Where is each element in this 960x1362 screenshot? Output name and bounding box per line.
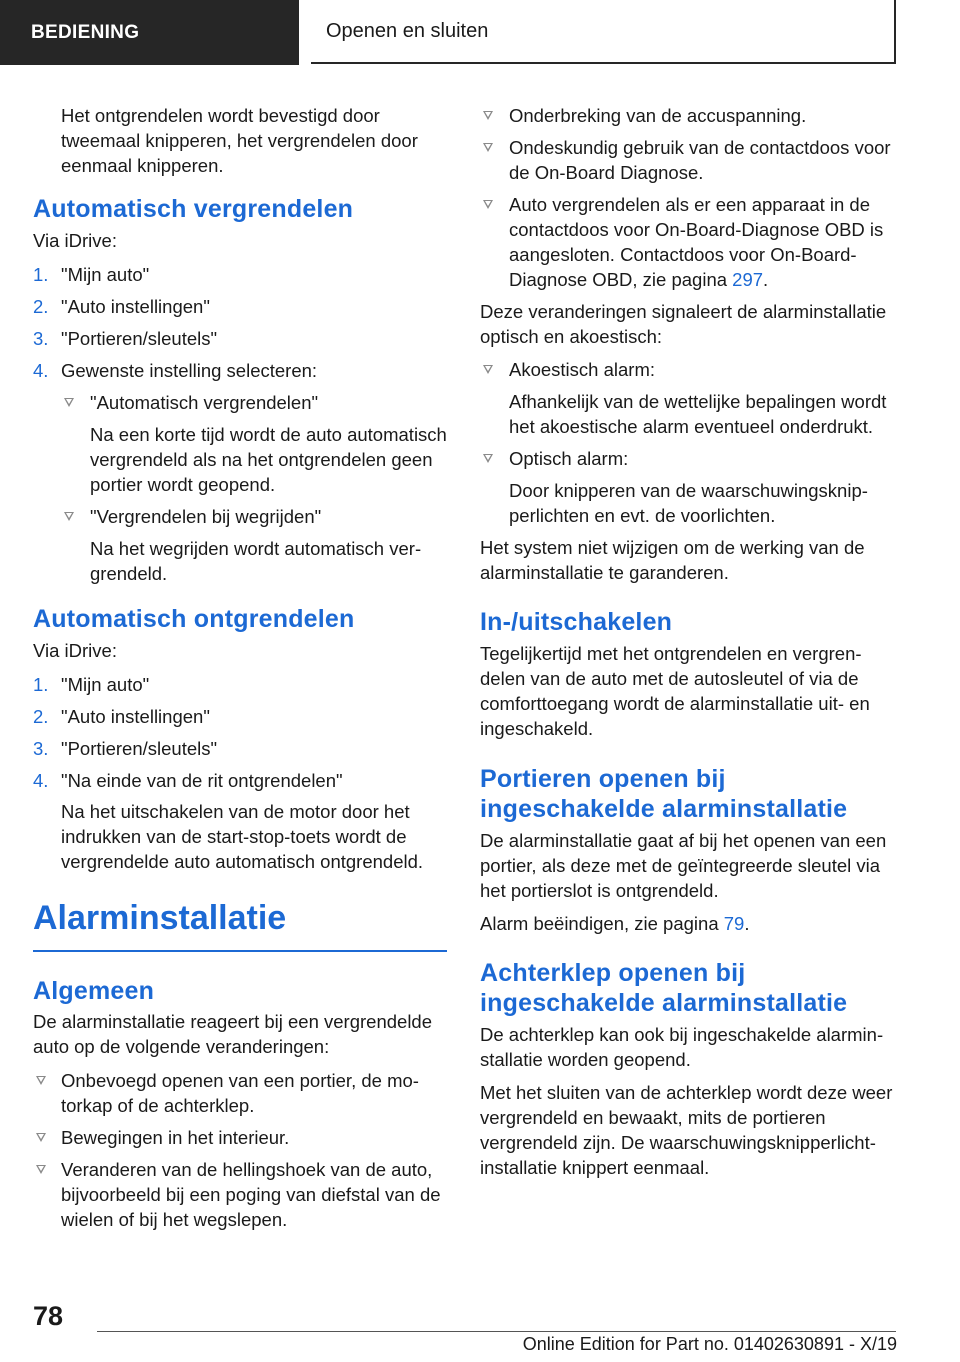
page-number: 78: [33, 1301, 64, 1331]
triangle-bullet-icon: [36, 1076, 46, 1085]
period: .: [744, 913, 750, 934]
list-item: [33, 262, 447, 287]
step-text: "Portieren/sleutels": [61, 738, 218, 759]
step-number: 4.: [33, 360, 49, 381]
step-number: 4.: [33, 770, 49, 791]
auto-lock-heading: Automatisch vergrendelen: [33, 195, 354, 223]
auto-lock-options: [61, 390, 447, 586]
step-number: 1.: [33, 264, 49, 285]
list-item: [33, 768, 447, 874]
triangle-bullet-icon: [483, 365, 493, 374]
list-item: [33, 672, 447, 697]
item-text: Onderbreking van de accuspanning.: [509, 105, 807, 126]
list-item: [33, 294, 447, 319]
alarm-heading: Alarminstallatie: [33, 899, 287, 937]
doors-end-alarm: [480, 911, 900, 936]
general-heading: Algemeen: [33, 977, 155, 1005]
alarm-heading-block: [33, 898, 447, 952]
option-description: Na een korte tijd wordt de auto automatisch vergrendeld als na het ontgrendelen geen portier wordt geopend.: [90, 424, 447, 495]
auto-unlock-via: Via iDrive:: [33, 640, 117, 661]
list-item: [480, 192, 900, 292]
step-number: 3.: [33, 738, 49, 759]
list-item: [33, 704, 447, 729]
option-label: "Vergrendelen bij wegrijden": [90, 506, 322, 527]
auto-unlock-steps: [33, 672, 447, 874]
step-text: "Mijn auto": [61, 674, 150, 695]
system-text: Het system niet wijzigen om de werking van de alarminstallatie te garanderen.: [480, 537, 865, 583]
tailgate-heading: Achterklep openen bij ingeschakelde alarminstallatie: [480, 959, 848, 1017]
tailgate-text-1: De achterklep kan ook bij ingeschakelde alarminstallatie worden geopend.: [480, 1024, 884, 1070]
list-item: [33, 326, 447, 351]
option-label: "Automatisch vergrendelen": [90, 392, 319, 413]
list-item: [480, 446, 900, 528]
step-text: "Auto instellingen": [61, 706, 210, 727]
item-text: Bewegingen in het interieur.: [61, 1127, 290, 1148]
alarm-label: Optisch alarm:: [509, 448, 629, 469]
doors-heading: Portieren openen bij ingeschakelde alarminstallatie: [480, 765, 848, 823]
auto-lock-via: Via iDrive:: [33, 230, 117, 251]
on-off-text: Tegelijkertijd met het ontgrendelen en vergrendelen van de auto met de autosleutel of via de comforttoegang wordt de alarminstallatie uit- en ingeschakeld.: [480, 643, 870, 739]
step-number: 2.: [33, 296, 49, 317]
step-text: "Auto instellingen": [61, 296, 210, 317]
step-number: 2.: [33, 706, 49, 727]
step-description: Na het uitschakelen van de motor door het indrukken van de start-stop-toets wordt de vergrendelde auto automatisch ontgrendeld.: [61, 801, 424, 872]
end-alarm-text: Alarm beëindigen, zie pagina: [480, 913, 724, 934]
tailgate-text-2: Met het sluiten van de achterklep wordt deze weer vergrendeld en bewaakt, mits de portieren vergrendeld zijn. De waarschuwingsknipperlichtinstallatie knippert eenmaal.: [480, 1082, 893, 1178]
list-item: [33, 1157, 447, 1232]
header-section-label: BEDIENING: [0, 0, 299, 65]
footer-edition: Online Edition for Part no. 01402630891 - X/19: [522, 1334, 897, 1354]
triangle-bullet-icon: [483, 200, 493, 209]
option-description: Na het wegrijden wordt automatisch vergrendeld.: [90, 538, 422, 584]
triangle-bullet-icon: [483, 111, 493, 120]
list-item: [61, 504, 447, 586]
triangle-bullet-icon: [483, 143, 493, 152]
step-number: 1.: [33, 674, 49, 695]
alarm-description: Afhankelijk van de wettelijke bepalingen wordt het akoestische alarm eventueel onderdrukt.: [509, 391, 887, 437]
left-column: [33, 103, 447, 1239]
triangle-bullet-icon: [36, 1133, 46, 1142]
list-item: [33, 1125, 447, 1150]
intro-text: Het ontgrendelen wordt bevestigd door tweemaal knipperen, het vergrendelen door eenmaal knipperen.: [61, 105, 418, 176]
step-text: "Na einde van de rit ontgrendelen": [61, 770, 343, 791]
step-text: "Mijn auto": [61, 264, 150, 285]
list-item: [33, 358, 447, 586]
step-number: 3.: [33, 328, 49, 349]
auto-lock-steps: [33, 262, 447, 586]
doors-text: De alarminstallatie gaat af bij het openen van een portier, als deze met de geïntegreerde sleutel via het portierslot is ontgrendeld.: [480, 830, 887, 901]
triangle-bullet-icon: [64, 512, 74, 521]
signal-text: Deze veranderingen signaleert de alarminstallatie optisch en akoestisch:: [480, 301, 887, 347]
general-intro: De alarminstallatie reageert bij een vergrendelde auto op de volgende veranderingen:: [33, 1011, 433, 1057]
list-item: [480, 357, 900, 439]
triangle-bullet-icon: [483, 454, 493, 463]
step-text: Gewenste instelling selecteren:: [61, 360, 318, 381]
alarm-label: Akoestisch alarm:: [509, 359, 655, 380]
triangle-bullet-icon: [36, 1165, 46, 1174]
step-text: "Portieren/sleutels": [61, 328, 218, 349]
header-chapter-title: Openen en sluiten: [311, 0, 896, 64]
list-item: [33, 736, 447, 761]
list-item: [480, 103, 900, 128]
general-list: [33, 1068, 447, 1232]
auto-unlock-heading: Automatisch ontgrendelen: [33, 605, 355, 633]
footer-divider: [97, 1331, 896, 1332]
list-item: [61, 390, 447, 497]
list-item: [33, 1068, 447, 1118]
right-column: [480, 103, 900, 1180]
page-link-297[interactable]: 297: [732, 269, 764, 290]
item-text: Veranderen van de hellingshoek van de auto, bijvoorbeeld bij een poging van diefstal van de wielen of bij het wegslepen.: [61, 1159, 441, 1230]
page-link-79[interactable]: 79: [723, 913, 745, 934]
list-item: [480, 135, 900, 185]
alarm-description: Door knipperen van de waarschuwingsknipperlichten en evt. de voorlichten.: [509, 480, 868, 526]
right-change-list: [480, 103, 900, 292]
alarm-types-list: [480, 357, 900, 528]
item-text: Auto vergrendelen als er een apparaat in de contactdoos voor On-Board-Diagnose OBD is aangesloten. Contactdoos voor On-Board-Diagnose OBD, zie pagina: [509, 194, 884, 290]
item-text: Onbevoegd openen van een portier, de motorkap of de achterklep.: [61, 1070, 419, 1116]
on-off-heading: In-/uitschakelen: [480, 608, 673, 636]
triangle-bullet-icon: [64, 398, 74, 407]
period: .: [763, 269, 769, 290]
item-text: Ondeskundig gebruik van de contactdoos voor de On-Board Diagnose.: [509, 137, 891, 183]
